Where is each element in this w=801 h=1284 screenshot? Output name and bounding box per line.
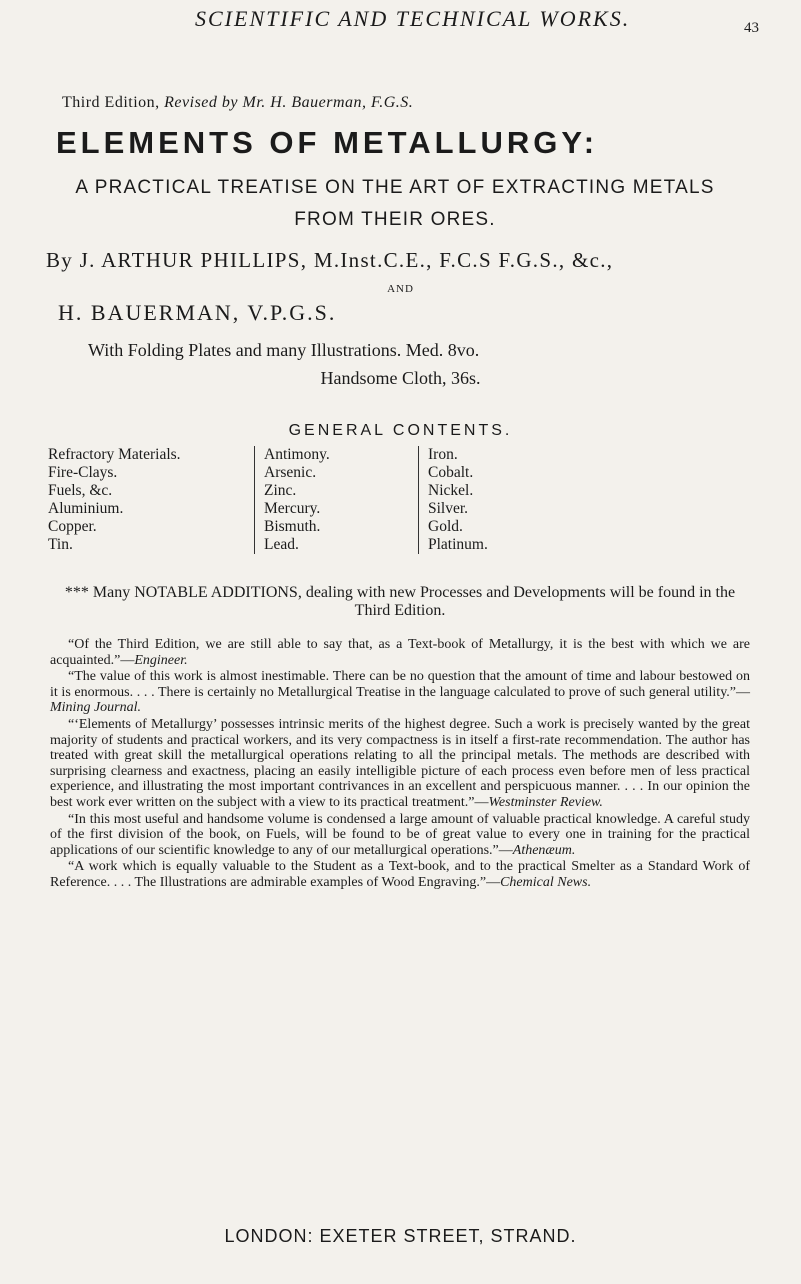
author-first: By J. ARTHUR PHILLIPS, M.Inst.C.E., F.C.S F.G.S., &c., [46,248,614,272]
review [50,717,750,811]
review-text: “Of the Third Edition, we are still able to say that, as a Text-book of Metallurgy, it is the best with which we are acquainted.”— [50,637,750,668]
contents-list [48,446,748,576]
review-text: “‘Elements of Metallurgy’ possesses intrinsic merits of the highest degree. Such a work is precisely wanted by the great majority of students and practical workers, and its very compactness is in itself a first-rate recommendation. The author has treated with great skill the metallurgical operations relating to all the principal metals. The methods are described with surprising clearness and exactness, placing an easily intelligible picture of each process even before men of less practical experience, and illustrating the most important contrivances in an excellent and perspicuous manner. . . . In our opinion the best work ever written on the subject with a view to its practical treatment.”— [50,716,750,810]
contents-item: Arsenic. [264,464,317,481]
author-conjunction: AND [387,283,414,295]
review [50,637,750,668]
page-number: 43 [744,20,759,36]
contents-heading: GENERAL CONTENTS. [288,422,513,439]
review [50,669,750,716]
contents-column [418,446,578,554]
contents-item: Aluminium. [48,500,124,517]
contents-column [48,446,248,554]
review-source: Athenæum. [512,842,576,858]
contents-item: Nickel. [428,482,474,499]
contents-item: Gold. [428,518,463,535]
edition-line [62,94,413,112]
contents-item: Copper. [48,518,97,535]
review-source: Chemical News. [500,874,592,890]
review-source: Mining Journal. [50,700,141,716]
additions-note: *** Many NOTABLE ADDITIONS, dealing with new Processes and Developments will be found in the Third Edition. [64,584,736,619]
format-plates: With Folding Plates and many Illustrations. Med. 8vo. [88,340,480,360]
contents-item: Silver. [428,500,469,517]
running-head: SCIENTIFIC AND TECHNICAL WORKS. [195,6,631,31]
contents-item: Fuels, &c. [48,482,113,499]
contents-column [254,446,414,554]
review [50,812,750,859]
edition-label: Third Edition, [62,94,160,111]
contents-item: Antimony. [264,446,330,463]
review-source: Engineer. [134,652,188,668]
contents-item: Refractory Materials. [48,446,181,463]
review-source: Westminster Review. [488,794,603,810]
book-title: ELEMENTS OF METALLURGY: [56,125,599,160]
press-reviews [50,637,750,892]
contents-item: Lead. [264,536,299,553]
edition-reviser: Revised by Mr. H. Bauerman, F.G.S. [164,94,414,111]
contents-item: Fire-Clays. [48,464,118,481]
contents-item: Zinc. [264,482,297,499]
review [50,859,750,890]
book-subtitle: A PRACTICAL TREATISE ON THE ART OF EXTRACTING METALS FROM THEIR ORES. [75,177,715,230]
contents-item: Tin. [48,536,73,553]
contents-item: Platinum. [428,536,488,553]
contents-item: Mercury. [264,500,321,517]
format-binding: Handsome Cloth, 36s. [320,368,481,388]
contents-item: Iron. [428,446,458,463]
author-second: H. BAUERMAN, V.P.G.S. [58,300,337,325]
publisher-imprint: LONDON: EXETER STREET, STRAND. [224,1226,577,1246]
review-text: “In this most useful and handsome volume is condensed a large amount of valuable practical knowledge. A careful study of the first division of the book, on Fuels, will be found to be of great value to every one in training for the practical applications of our scientific knowledge to any of our metallurgical operations.”— [50,811,750,858]
review-text: “The value of this work is almost inestimable. There can be no question that the amount of time and labour bestowed on it is enormous. . . . There is certainly no Metallurgical Treatise in the language calculated to prove of such general utility.”— [50,669,750,700]
contents-item: Bismuth. [264,518,321,535]
review-text: “A work which is equally valuable to the Student as a Text-book, and to the practical Smelter as a Standard Work of Reference. . . . The Illustrations are admirable examples of Wood Engraving.”— [50,859,750,890]
contents-item: Cobalt. [428,464,474,481]
